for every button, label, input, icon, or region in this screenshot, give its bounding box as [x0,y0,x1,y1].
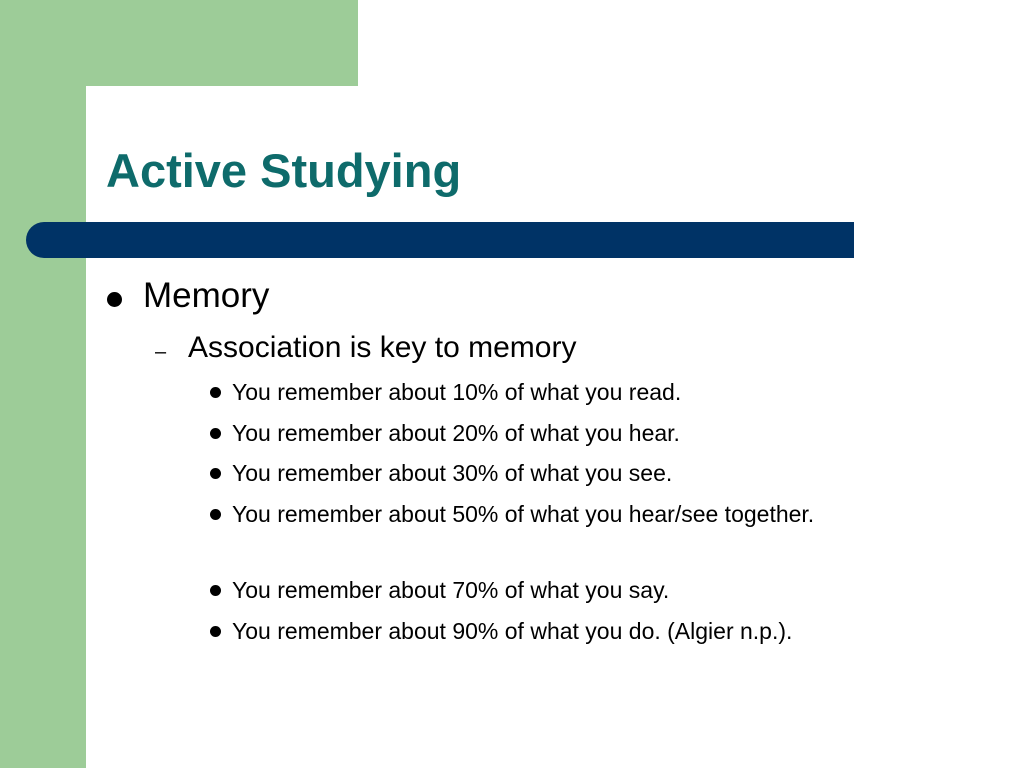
bullet-dot-icon [210,428,221,439]
bullet-dot-icon [107,292,122,307]
slide-title: Active Studying [106,144,462,197]
bullet-level3: You remember about 30% of what you see. [232,460,673,486]
bullet-level1: Memory [143,276,270,315]
bullet-level3: You remember about 90% of what you do. (Algier n.p.). [232,618,793,644]
bullet-dot-icon [210,585,221,596]
dash-bullet-icon: – [155,341,167,363]
bullet-dot-icon [210,387,221,398]
bullet-dot-icon [210,626,221,637]
bullet-level3: You remember about 20% of what you hear. [232,420,680,446]
bullet-level3: You remember about 10% of what you read. [232,379,682,405]
bullet-level2: Association is key to memory [188,331,577,364]
bullet-dot-icon [210,509,221,520]
bullet-dot-icon [210,468,221,479]
bullet-level3: You remember about 50% of what you hear/see together. [232,501,815,527]
bullet-level3: You remember about 70% of what you say. [232,577,670,603]
